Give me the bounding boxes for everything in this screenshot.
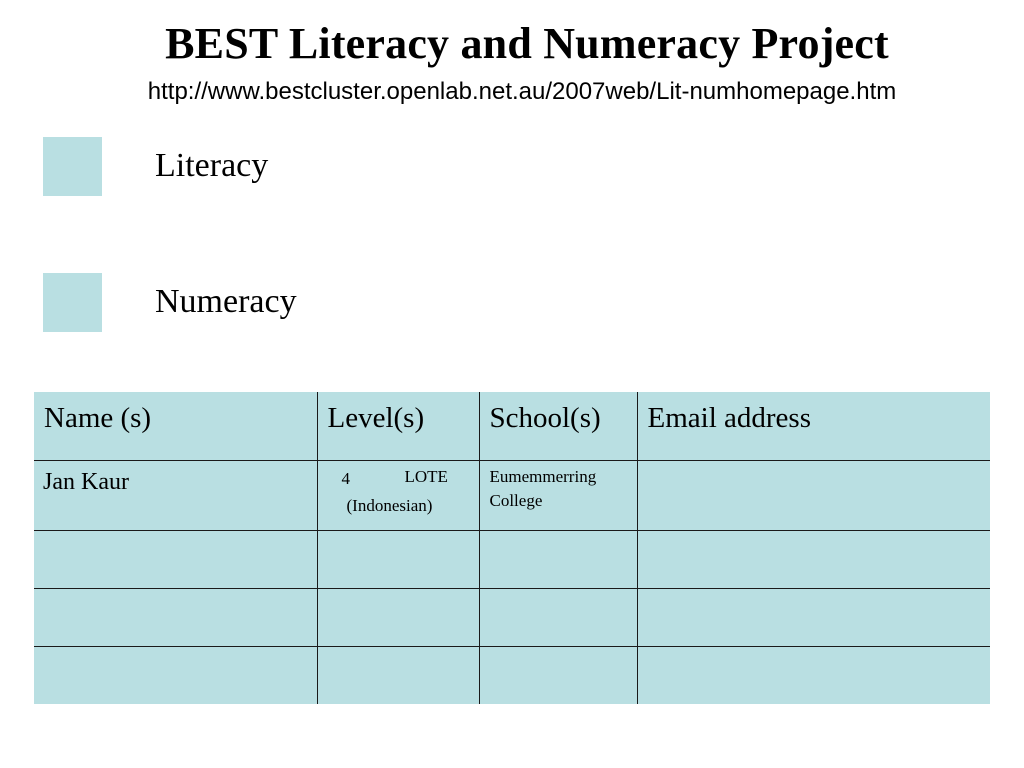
table-row	[34, 531, 990, 589]
cell-email	[637, 461, 990, 531]
header-level: Level(s)	[317, 392, 479, 461]
bullet-label-numeracy: Numeracy	[155, 283, 297, 320]
cell-empty	[317, 589, 479, 647]
cell-empty	[479, 589, 637, 647]
table-row	[34, 589, 990, 647]
cell-empty	[637, 589, 990, 647]
bullet-box-icon	[43, 273, 102, 332]
school-line2: College	[489, 491, 543, 510]
cell-school	[479, 461, 637, 531]
level-language: (Indonesian)	[346, 496, 433, 515]
cell-empty	[479, 531, 637, 589]
cell-empty	[317, 531, 479, 589]
school-line1: Eumemmerring	[489, 467, 597, 486]
cell-name: Jan Kaur	[34, 461, 317, 531]
cell-empty	[34, 647, 317, 705]
level-number: 4	[341, 469, 350, 488]
cell-level	[317, 461, 479, 531]
bullet-label-literacy: Literacy	[155, 147, 269, 184]
header-name: Name (s)	[34, 392, 317, 461]
header-school: School(s)	[479, 392, 637, 461]
table-header-row	[34, 392, 990, 461]
cell-empty	[479, 647, 637, 705]
level-subject: LOTE	[404, 467, 448, 486]
table-row	[34, 461, 990, 531]
table-row	[34, 647, 990, 705]
slide-title: BEST Literacy and Numeracy Project	[165, 19, 889, 68]
cell-empty	[317, 647, 479, 705]
cell-empty	[34, 531, 317, 589]
bullet-box-icon	[43, 137, 102, 196]
project-url[interactable]: http://www.bestcluster.openlab.net.au/2007web/Lit-numhomepage.htm	[147, 78, 897, 105]
cell-empty	[637, 531, 990, 589]
cell-empty	[34, 589, 317, 647]
header-email: Email address	[637, 392, 990, 461]
contacts-table	[34, 392, 990, 704]
cell-empty	[637, 647, 990, 705]
